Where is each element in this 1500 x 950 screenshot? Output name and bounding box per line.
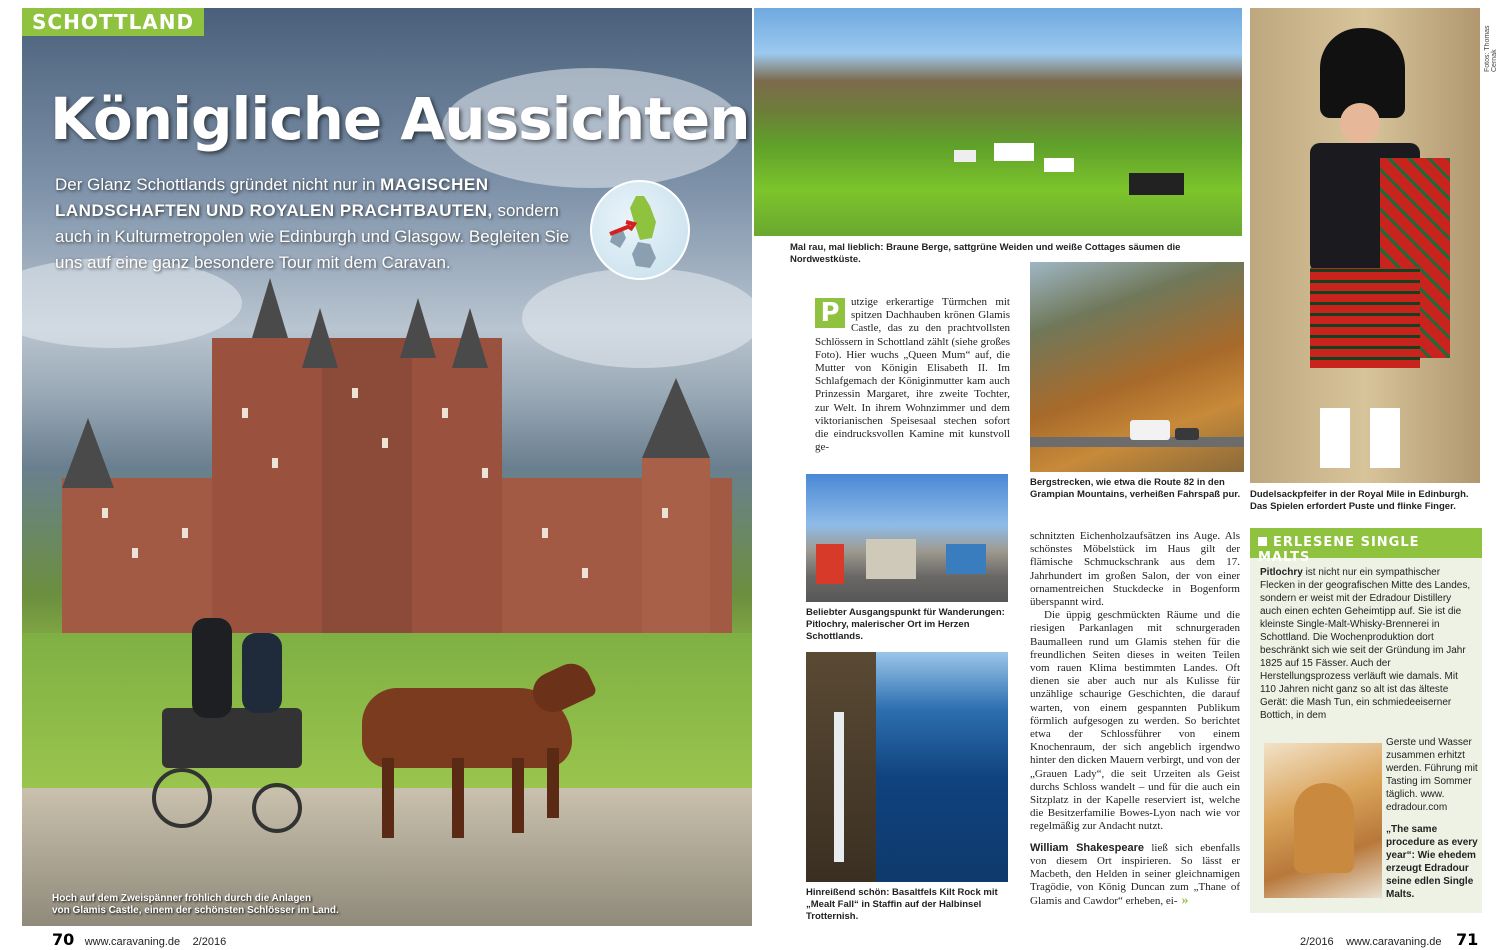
right-page-number: 71	[1455, 930, 1479, 949]
hero-caption-line1: Hoch auf dem Zweispänner fröhlich durch die Anlagen	[52, 893, 312, 904]
caption-top-photo: Mal rau, mal lieblich: Braune Berge, sattgrüne Weiden und weiße Cottages säumen die Nordwestküste.	[790, 242, 1181, 265]
photo-credit: Fotos: Thomas Cernak	[1484, 25, 1498, 72]
caption-piper-line2: Das Spielen erfordert Puste und flinke Finger.	[1250, 501, 1456, 512]
left-folio	[52, 930, 226, 950]
right-folio	[1300, 930, 1478, 950]
caption-town-line2: Pitlochry, malerischer Ort im Herzen Schottlands.	[806, 619, 970, 642]
photo-highlands-cottages	[754, 8, 1242, 236]
article-col1	[815, 296, 1010, 454]
caption-cliff	[806, 887, 1016, 923]
intro-text	[55, 172, 575, 276]
article-col2-p1: schnitzten Eichenholzaufsätzen ins Auge. Als schönstes Möbelstück im Haus gilt der flämische Schmuckschrank aus dem 17. Jahrhundert im großen Salon, der von einer ornamentreichen Stuckdecke in Bogenform überspannt wird.	[1030, 530, 1240, 609]
caption-cliff-line1: Hinreißend schön: Basaltfels Kilt Rock mit	[806, 887, 998, 898]
hero-caption	[52, 893, 339, 917]
info-box-lead: Pitlochry	[1260, 567, 1303, 578]
headline: Königliche Aussichten	[50, 85, 750, 153]
left-website: www.caravaning.de	[84, 936, 181, 948]
photo-bagpiper	[1250, 8, 1480, 483]
caption-piper	[1250, 489, 1482, 513]
photo-kilt-rock	[806, 652, 1008, 882]
right-website: www.caravaning.de	[1346, 936, 1442, 948]
caption-mountain	[1030, 477, 1244, 501]
article-col2-p3-text: ließ sich ebenfalls von diesem Ort inspirieren. So lässt er Macbeth, den Helden in seiner gleichnamigen Tragödie, von König Duncan zum „Thane of Glamis and Cawdor“ erheben, ei-	[1030, 841, 1240, 908]
info-box-header	[1250, 528, 1482, 565]
section-tag: SCHOTTLAND	[22, 8, 204, 36]
photo-mountain-road	[1030, 262, 1244, 472]
caption-mountain-line1: Bergstrecken, wie etwa die Route 82 in den	[1030, 477, 1225, 488]
continue-mark: »	[1181, 893, 1189, 909]
article-col2-p3	[1030, 842, 1240, 909]
right-issue: 2/2016	[1300, 936, 1334, 948]
left-page-number: 70	[52, 930, 75, 949]
caption-cliff-line2: „Mealt Fall“ in Staffin auf der Halbinsel Trotternish.	[806, 899, 982, 922]
info-box-side-text: Gerste und Wasser zusammen erhitzt werden. Führung mit Tasting im Sommer täglich. www. edradour.com	[1386, 737, 1478, 813]
intro-post: sondern auch in Kulturmetropolen wie Edinburgh und Glasgow. Begleiten Sie uns auf eine ganz besondere Tour mit dem Caravan.	[55, 201, 570, 272]
info-box-body	[1250, 558, 1482, 728]
shakespeare-lead: William Shakespeare	[1030, 841, 1144, 854]
article-col2-p2: Die üppig geschmückten Räume und die riesigen Parkanlagen mit schnurgeraden Baumalleen rund um Glamis stehen für die freundlichen Seiten dieses in weiten Teilen vom rauen Klima bestimmten Landes. Oft dienen sie aber auch nur als Kulisse für unzählige schaurige Geschichten, die darauf warten, von einem gespannten Publikum förmlich aufgesogen zu werden. So berichtet etwa der Schlossführer von einem Knochenraum, der sich angeblich irgendwo hinter den dicken Mauern verbirgt, und von der „Grauen Lady“, die seit Urzeiten als Geist durchs Schloss wandelt – und für die auch ein Sitzplatz in der Kapelle reserviert ist, welche die Besitzerfamilie Bowes-Lyon nach wie vor regelmäßig zur Andacht nutzt.	[1030, 609, 1240, 833]
photo-still	[1264, 743, 1382, 898]
info-box-text: ist nicht nur ein sympathischer Flecken in der geografischen Mitte des Landes, sondern er weist mit der Edradour Distillery auch einen echten Geheimtipp auf. Sie ist die kleinste Single-Malt-Whisky-Brennerei in Schottland. Die Wochenproduktion dort beschränkt sich wie seit der Gründung im Jahr 1825 auf 15 Fässer. Auch der Herstellungsprozess verläuft wie damals. Mit 110 Jahren nicht ganz so alt ist das älteste Gerät: die Mash Tun, ein schmiedeeiserner Bottich, in dem	[1260, 567, 1471, 721]
locator-map	[590, 180, 690, 280]
article-col1-text: utzige erkerartige Türmchen mit spitzen Dachhauben krönen Glamis Castle, das zu den prachtvollsten Schlössern in Schottland zählt (siehe großes Foto). Hier wuchs „Queen Mum“ auf, die Mutter von Königin Elisabeth II. Im Schlafgemach der Königinmutter kam auch Prinzessin Margaret, ihre zweite Tochter, zur Welt. In ihrem Wohnzimmer und dem viktorianischen Speisesaal stechen sofort die eindrucksvollen Kamine mit kunstvoll ge-	[815, 296, 1010, 454]
caption-town-line1: Beliebter Ausgangspunkt für Wanderungen:	[806, 607, 1005, 618]
intro-pre: Der Glanz Schottlands gründet nicht nur in	[55, 175, 381, 194]
intro-bold: MAGISCHEN LANDSCHAFTEN UND ROYALEN PRACHTBAUTEN,	[55, 175, 493, 220]
left-issue: 2/2016	[192, 936, 227, 948]
caption-piper-line1: Dudelsackpfeifer in der Royal Mile in Edinburgh.	[1250, 489, 1469, 500]
article-col2	[1030, 530, 1240, 909]
hero-caption-line2: von Glamis Castle, einem der schönsten Schlösser im Land.	[52, 905, 339, 916]
horse-carriage	[152, 648, 652, 848]
info-box-quote: „The same procedure as every year“: Wie ehedem erzeugt Edradour seine edlen Single Malts.	[1386, 824, 1478, 900]
info-box-single-malts	[1250, 528, 1482, 913]
caption-town	[806, 607, 1016, 643]
uk-map-icon	[592, 182, 688, 278]
info-box-title: ERLESENE SINGLE MALTS	[1258, 535, 1420, 565]
caption-mountain-line2: Grampian Mountains, verheißen Fahrspaß pur.	[1030, 489, 1241, 500]
photo-pitlochry	[806, 474, 1008, 602]
dropcap: P	[815, 298, 845, 328]
square-bullet-icon	[1258, 537, 1267, 546]
